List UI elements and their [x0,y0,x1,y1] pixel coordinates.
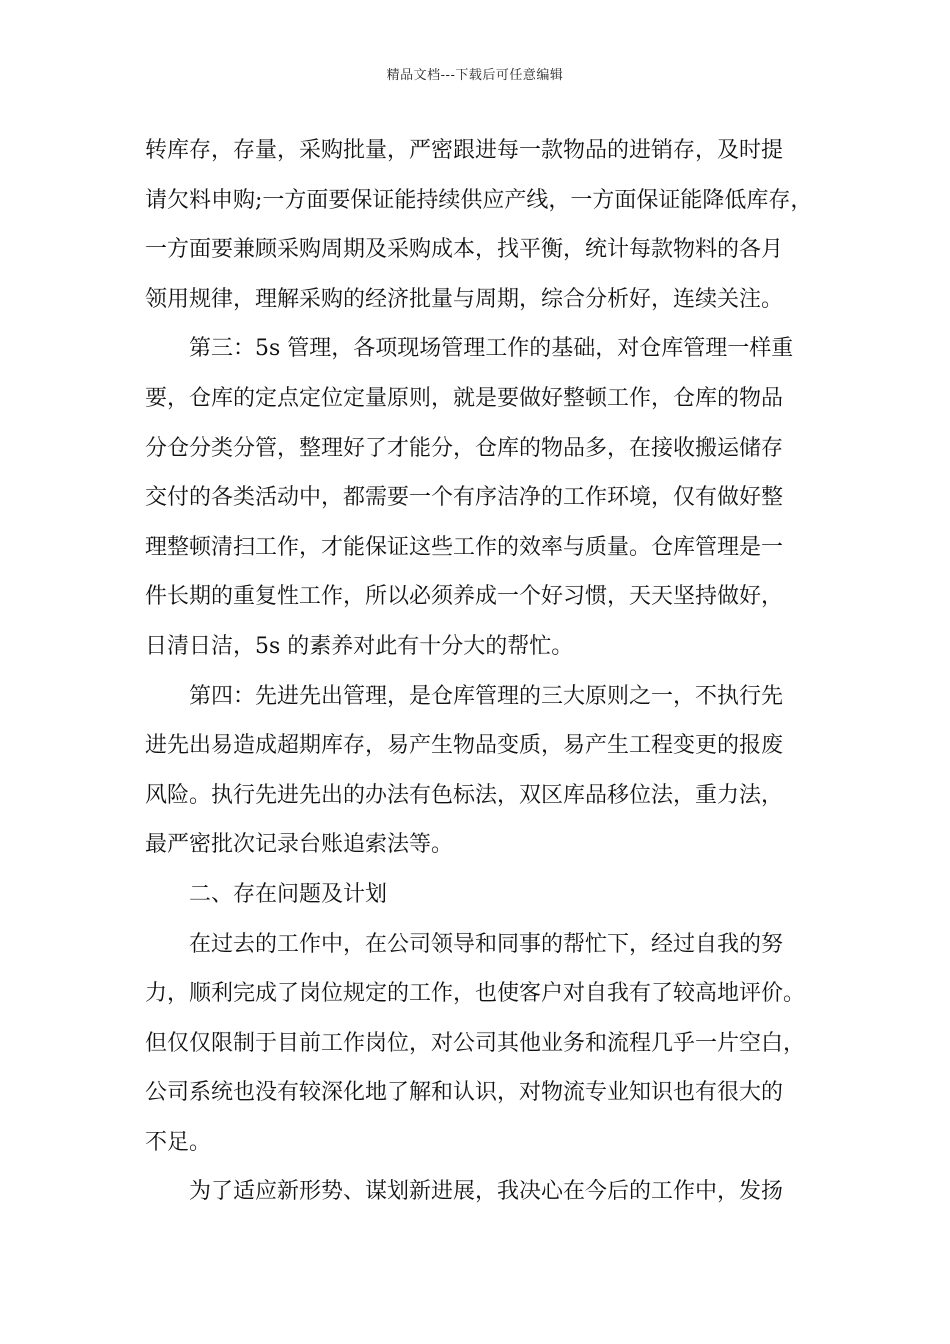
text-line-17: 在过去的工作中，在公司领导和同事的帮忙下，经过自我的努 [189,931,784,957]
text-line-15: 最严密批次记录台账追索法等。 [145,832,454,858]
text-line-18: 力，顺利完成了岗位规定的工作，也使客户对自我有了较高地评价。 [145,981,806,1007]
text-line-9: 理整顿清扫工作，才能保证这些工作的效率与质量。仓库管理是一 [145,534,784,560]
text-line-6: 要，仓库的定点定位定量原则，就是要做好整顿工作，仓库的物品 [145,385,784,411]
text-line-5: 第三：5s 管理，各项现场管理工作的基础，对仓库管理一样重 [189,336,794,362]
section-heading: 二、存在问题及计划 [189,881,388,907]
text-line-13: 进先出易造成超期库存，易产生物品变质，易产生工程变更的报废 [145,733,784,759]
text-line-8: 交付的各类活动中，都需要一个有序洁净的工作环境，仅有做好整 [145,485,784,511]
text-line-2: 请欠料申购;一方面要保证能持续供应产线，一方面保证能降低库存， [145,187,813,213]
text-line-4: 领用规律，理解采购的经济批量与周期，综合分析好，连续关注。 [145,286,784,312]
text-line-11: 日清日洁，5s 的素养对此有十分大的帮忙。 [145,633,574,659]
text-line-19: 但仅仅限制于目前工作岗位，对公司其他业务和流程几乎一片空白， [145,1030,806,1056]
text-line-21: 不足。 [145,1129,212,1155]
page-header: 精品文档---下载后可任意编辑 [386,68,564,83]
text-line-7: 分仓分类分管，整理好了才能分，仓库的物品多，在接收搬运储存 [145,435,784,461]
text-line-22: 为了适应新形势、谋划新进展，我决心在今后的工作中，发扬 [189,1179,784,1205]
text-line-3: 一方面要兼顾采购周期及采购成本，找平衡，统计每款物料的各月 [145,237,784,263]
document-body [145,126,813,1217]
text-line-20: 公司系统也没有较深化地了解和认识，对物流专业知识也有很大的 [145,1080,784,1106]
text-line-12: 第四：先进先出管理，是仓库管理的三大原则之一，不执行先 [189,683,784,709]
text-line-10: 件长期的重复性工作，所以必须养成一个好习惯，天天坚持做好， [145,584,784,610]
text-line-14: 风险。执行先进先出的办法有色标法，双区库品移位法，重力法， [145,782,784,808]
text-line-1: 转库存，存量，采购批量，严密跟进每一款物品的进销存，及时提 [145,138,784,163]
